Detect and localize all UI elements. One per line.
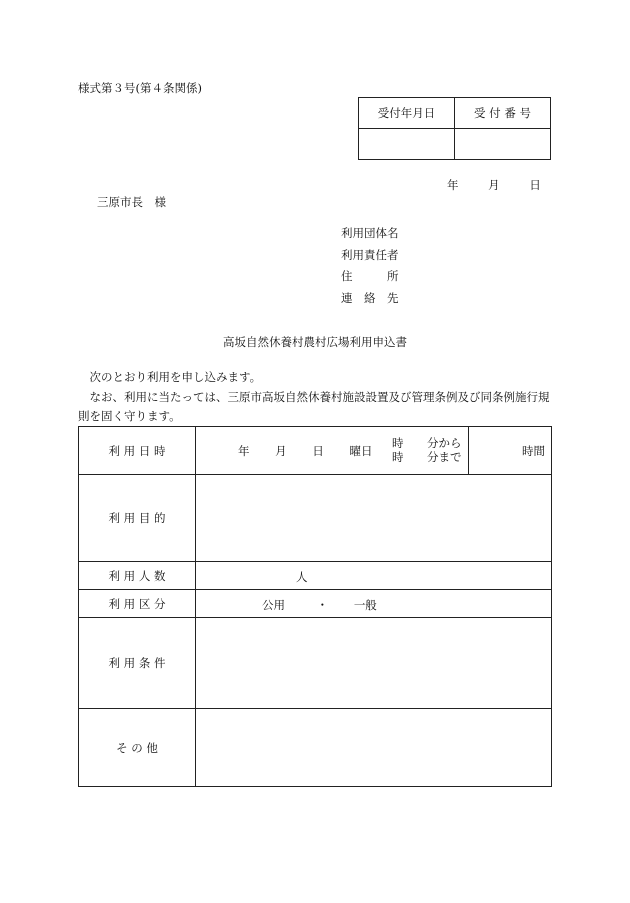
date-day: 日 <box>529 178 541 192</box>
time-from-suffix: 分から <box>427 436 462 450</box>
document-title: 高坂自然休養村農村広場利用申込書 <box>223 335 407 349</box>
reception-date-label: 受付年月日 <box>359 98 455 129</box>
reception-date-field[interactable] <box>359 129 455 160</box>
time-separator <box>468 427 469 474</box>
category-public[interactable]: 公用 <box>262 598 285 612</box>
body-line-1: 次のとおり利用を申し込みます。 <box>78 370 262 384</box>
purpose-label: 利 用 目 的 <box>79 475 196 562</box>
usage-month: 月 <box>275 444 287 458</box>
row-people <box>79 562 552 590</box>
applicant-org-label: 利用団体名 <box>341 226 399 240</box>
people-label: 利 用 人 数 <box>79 562 196 590</box>
form-number: 様式第３号(第４条関係) <box>78 81 202 95</box>
conditions-field[interactable] <box>196 618 552 709</box>
time-to-suffix: 分まで <box>427 450 462 464</box>
reception-number-field[interactable] <box>455 129 551 160</box>
other-label: そ の 他 <box>79 709 196 787</box>
row-category <box>79 590 552 618</box>
usage-weekday: 曜日 <box>349 444 373 458</box>
applicant-address-label: 住 所 <box>341 269 399 283</box>
row-purpose <box>79 475 552 562</box>
other-field[interactable] <box>196 709 552 787</box>
usage-date-parts <box>238 443 394 459</box>
row-usage-date <box>79 427 552 475</box>
applicant-fields <box>341 223 399 309</box>
application-date <box>447 177 567 193</box>
category-field[interactable] <box>196 590 552 618</box>
addressee: 三原市長 様 <box>97 195 166 209</box>
usage-hours-label: 時間 <box>522 444 545 458</box>
usage-date-field[interactable] <box>196 427 552 475</box>
people-unit: 人 <box>296 570 308 584</box>
category-options <box>262 597 377 613</box>
row-conditions <box>79 618 552 709</box>
application-table <box>78 426 552 787</box>
date-year: 年 <box>447 178 459 192</box>
applicant-contact-label: 連 絡 先 <box>341 290 399 305</box>
usage-time <box>392 436 462 464</box>
usage-year: 年 <box>238 444 250 458</box>
category-label: 利 用 区 分 <box>79 590 196 618</box>
row-other <box>79 709 552 787</box>
usage-day: 日 <box>312 444 324 458</box>
conditions-label: 利 用 条 件 <box>79 618 196 709</box>
usage-date-label: 利 用 日 時 <box>79 427 196 475</box>
date-month: 月 <box>488 178 500 192</box>
body-line-2: なお、利用に当たっては、三原市高坂自然休養村施設設置及び管理条例及び同条例施行規則を固く守ります。 <box>78 389 550 423</box>
time-to-hour: 時 <box>392 450 404 464</box>
reception-number-label: 受 付 番 号 <box>455 98 551 129</box>
time-from-hour: 時 <box>392 436 404 450</box>
applicant-responsible-label: 利用責任者 <box>341 247 399 262</box>
category-dot: ・ <box>316 598 329 612</box>
purpose-field[interactable] <box>196 475 552 562</box>
people-field[interactable] <box>196 562 552 590</box>
reception-box <box>358 97 551 160</box>
category-general[interactable]: 一般 <box>353 598 377 612</box>
body-text <box>78 368 558 427</box>
